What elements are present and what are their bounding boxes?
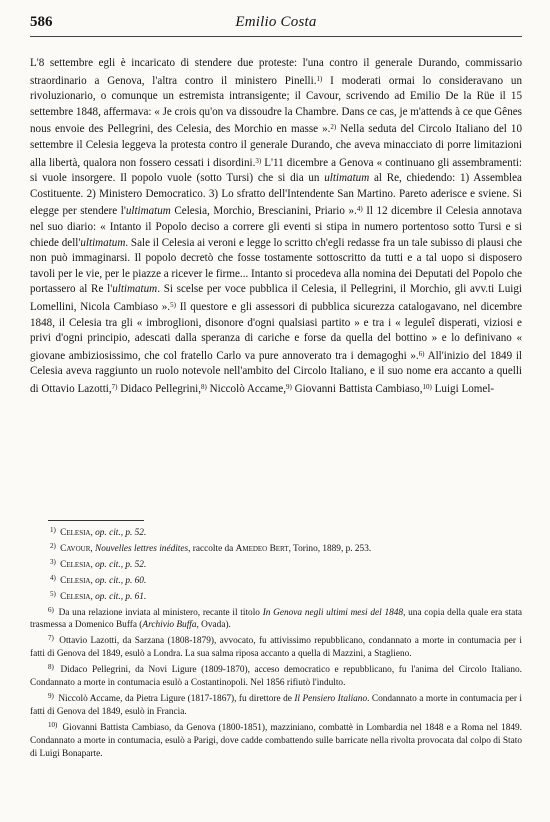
footnote-text: op. cit., p. 52.: [92, 528, 147, 538]
footnote-text: , Ovada).: [196, 620, 231, 631]
italic-run: ultimatum: [112, 283, 158, 296]
footnote-ref: 8): [201, 382, 207, 391]
text-run: I moderati ormai lo consideravano un rivoluzionario, o comunque un estremista intransigente; il Cavour, scrivendo ad Emilio De la Rüe il 15 settembre 1848, affermava: « Je crois qu'on va dissoudre la Chambre. Dans ce cas, je m'attends à ce que Gênes nous envoie des Pellegrini, des Celesia, des Morchio en masse ».: [30, 74, 522, 136]
footnote-7: [30, 632, 522, 661]
footnote-divider: [48, 520, 144, 521]
footnote-author: Celesia,: [60, 591, 93, 602]
footnote-text: Da una relazione inviata al ministero, recante il titolo: [58, 607, 263, 618]
footnote-text: Niccolò Accame, da Pietra Ligure (1817-1867), fu direttore de: [58, 693, 295, 704]
footnote-ref: 7): [111, 382, 118, 391]
text-run: Il questore e gli assessori di pubblica sicurezza catalogavano, nel dicembre 1848, il Celesia tra gli « imbroglioni, disonore d'ogni qualsiasi partito » e tra i « leguleî disperati, viziosi e privi d'ogni principio, adescati dalla speranza di cariche e forse da quella del bottino » e lo definivano « giovane ambiziosissimo, che col fratello Carlo va pure annoverato tra i demagoghi ».: [30, 300, 522, 362]
text-run: Niccolò Accame,: [206, 382, 287, 395]
footnote-text: Giovanni Battista Cambiaso, da Genova (1800-1851), mazziniano, combattè in Lombardia nel 1848 e a Roma nel 1849. Condannato a morte in contumacia, esulò a Parigi, dove cadde combattendo sulle barricate nella rivolta provocata dal colpo di Stato di Luigi Bonaparte.: [30, 722, 523, 759]
footnote-text: op. cit., p. 60.: [92, 575, 147, 586]
footnote-9: [30, 690, 522, 719]
text-run: Luigi Lomel-: [431, 382, 495, 395]
footnote-3: [30, 556, 522, 572]
footnote-editor: Amedeo Bert: [235, 543, 289, 554]
footnote-ref: 1): [316, 74, 323, 83]
footnote-title: Il Pensiero Italiano: [294, 693, 368, 704]
footnote-text: op. cit., p. 61.: [92, 591, 147, 602]
footnote-number: 8): [48, 663, 54, 672]
body-text: [30, 56, 522, 397]
footnote-4: [30, 572, 522, 588]
footnote-5: [30, 588, 522, 604]
footnote-ref: 10): [422, 382, 432, 391]
footnote-ref: 6): [418, 349, 425, 358]
footnote-title: In Genova negli ultimi mesi del 1848: [262, 607, 404, 618]
footnote-ref: 9): [286, 382, 292, 391]
footnote-text: , raccolte da: [188, 543, 236, 554]
footnote-author: Cavour,: [60, 543, 93, 554]
italic-run: ultimatum: [125, 205, 171, 218]
footnote-number: 7): [48, 634, 54, 643]
text-run: al Re, chiedendo: 1) Assemblea Costituente. 2) Ministero Democratico. 3) Lo sfratto dell'Intendente San Martino. Pareto aderisce e sviene. Si elegge per stendere l': [30, 172, 522, 218]
footnote-archive: Archivio Buffa: [142, 620, 197, 631]
footnote-2: [30, 540, 522, 556]
page-number: 586: [30, 14, 53, 30]
footnote-number: 5): [50, 589, 56, 598]
italic-run: ultimatum: [80, 236, 126, 249]
text-run: L'8 settembre egli è incaricato di stendere due proteste: l'una contro il generale Durando, commissario straordinario a Genova, l'altra contro il ministero Pinelli.: [30, 57, 522, 87]
footnote-title: Nouvelles lettres inédites: [92, 543, 189, 554]
footnote-number: 3): [50, 557, 56, 566]
footnote-text: Ottavio Lazotti, da Sarzana (1808-1879), avvocato, fu attivissimo repubblicano, condannato a morte in contumacia per i fatti di Genova del 1849, esulò a Londra. La sua salma riposa accanto a quella di Mazzini, a Staglieno.: [30, 636, 522, 660]
body-paragraph: [30, 56, 522, 397]
footnote-ref: 3): [255, 156, 262, 165]
footnote-ref: 4): [356, 205, 363, 214]
text-run: Giovanni Battista Cambiaso,: [291, 382, 423, 395]
text-run: Nella seduta del Circolo Italiano del 10 settembre il Celesia leggeva la protesta contro il generale Durando, che aveva minacciato di porre limitazioni alla libertà, qualora non fossero cessati i disordini.: [30, 123, 522, 169]
text-run: Didaco Pellegrini,: [117, 382, 201, 395]
footnote-10: [30, 719, 522, 761]
footnote-text: , una copia della quale era stata trasmessa a Domenico Buffa (: [30, 607, 522, 631]
footnote-text: Didaco Pellegrini, da Novi Ligure (1809-1870), acceso democratico e repubblicano, fu l'anima del Circolo Italiano. Condannato a morte in contumacia esulò a Costantinopoli. Nel 1856 rifiutò l'indulto.: [30, 665, 523, 689]
footnote-number: 10): [48, 720, 58, 729]
text-run: . Sale il Celesia ai veroni e legge lo scritto ch'egli redasse fra un tale subisso di plausi che non può immaginarsi. Il popolo decretò che fosse tostamente sottoscritto da tutti e a tal uopo si disposero tavoli per le vie, per le piazze a ricever le firme... Intanto si procedeva alla nomina dei Deputati del Popolo che portassero al Re l': [30, 236, 522, 296]
footnote-ref: 2): [330, 123, 337, 132]
footnote-number: 9): [48, 691, 54, 700]
footnote-text: op. cit., p. 52.: [92, 559, 147, 570]
footnote-number: 1): [50, 526, 56, 534]
footnote-number: 6): [48, 605, 54, 614]
italic-run: ultimatum: [324, 172, 370, 185]
footnote-number: 4): [50, 573, 56, 582]
footnotes: [30, 524, 522, 761]
running-head: Emilio Costa: [235, 14, 317, 30]
footnote-text: , Torino, 1889, p. 253.: [288, 543, 372, 554]
page-header: [30, 12, 522, 37]
text-run: All'inizio del 1849 il Celesia aveva raggiunto un ruolo notevole nell'ambito del Circolo Italiano, e il suo nome era accanto a quelli di Ottavio Lazotti,: [30, 349, 523, 395]
footnote-text: . Condannato a morte in contumacia per i fatti di Genova del 1849, esulò in Francia.: [30, 693, 522, 717]
footnote-ref: 5): [170, 300, 176, 309]
footnote-6: [30, 604, 522, 633]
text-run: . Si scelse per voce pubblica il Celesia, il Pellegrini, il Morchio, gli avv.ti Luigi Lomellini, Nicola Cambiaso ».: [30, 283, 523, 313]
text-run: L'11 dicembre a Genova « continuano gli assembramenti: si vuole insorgere. Il popolo vuole (sotto Tursi) che si dia un: [30, 156, 523, 185]
footnote-8: [30, 661, 522, 690]
footnote-number: 2): [50, 541, 56, 550]
footnote-author: Celesia,: [60, 528, 93, 538]
footnote-1: [30, 524, 522, 540]
text-run: Il 12 dicembre il Celesia annotava nel suo diario: « Intanto il Popolo deciso a correre gli eventi si stipa in numero portentoso sotto Tursi e si chiede dell': [30, 205, 522, 249]
footnote-author: Celesia,: [60, 559, 93, 570]
footnote-author: Celesia,: [60, 575, 93, 586]
text-run: Celesia, Morchio, Brescianini, Priario ».: [170, 205, 357, 218]
